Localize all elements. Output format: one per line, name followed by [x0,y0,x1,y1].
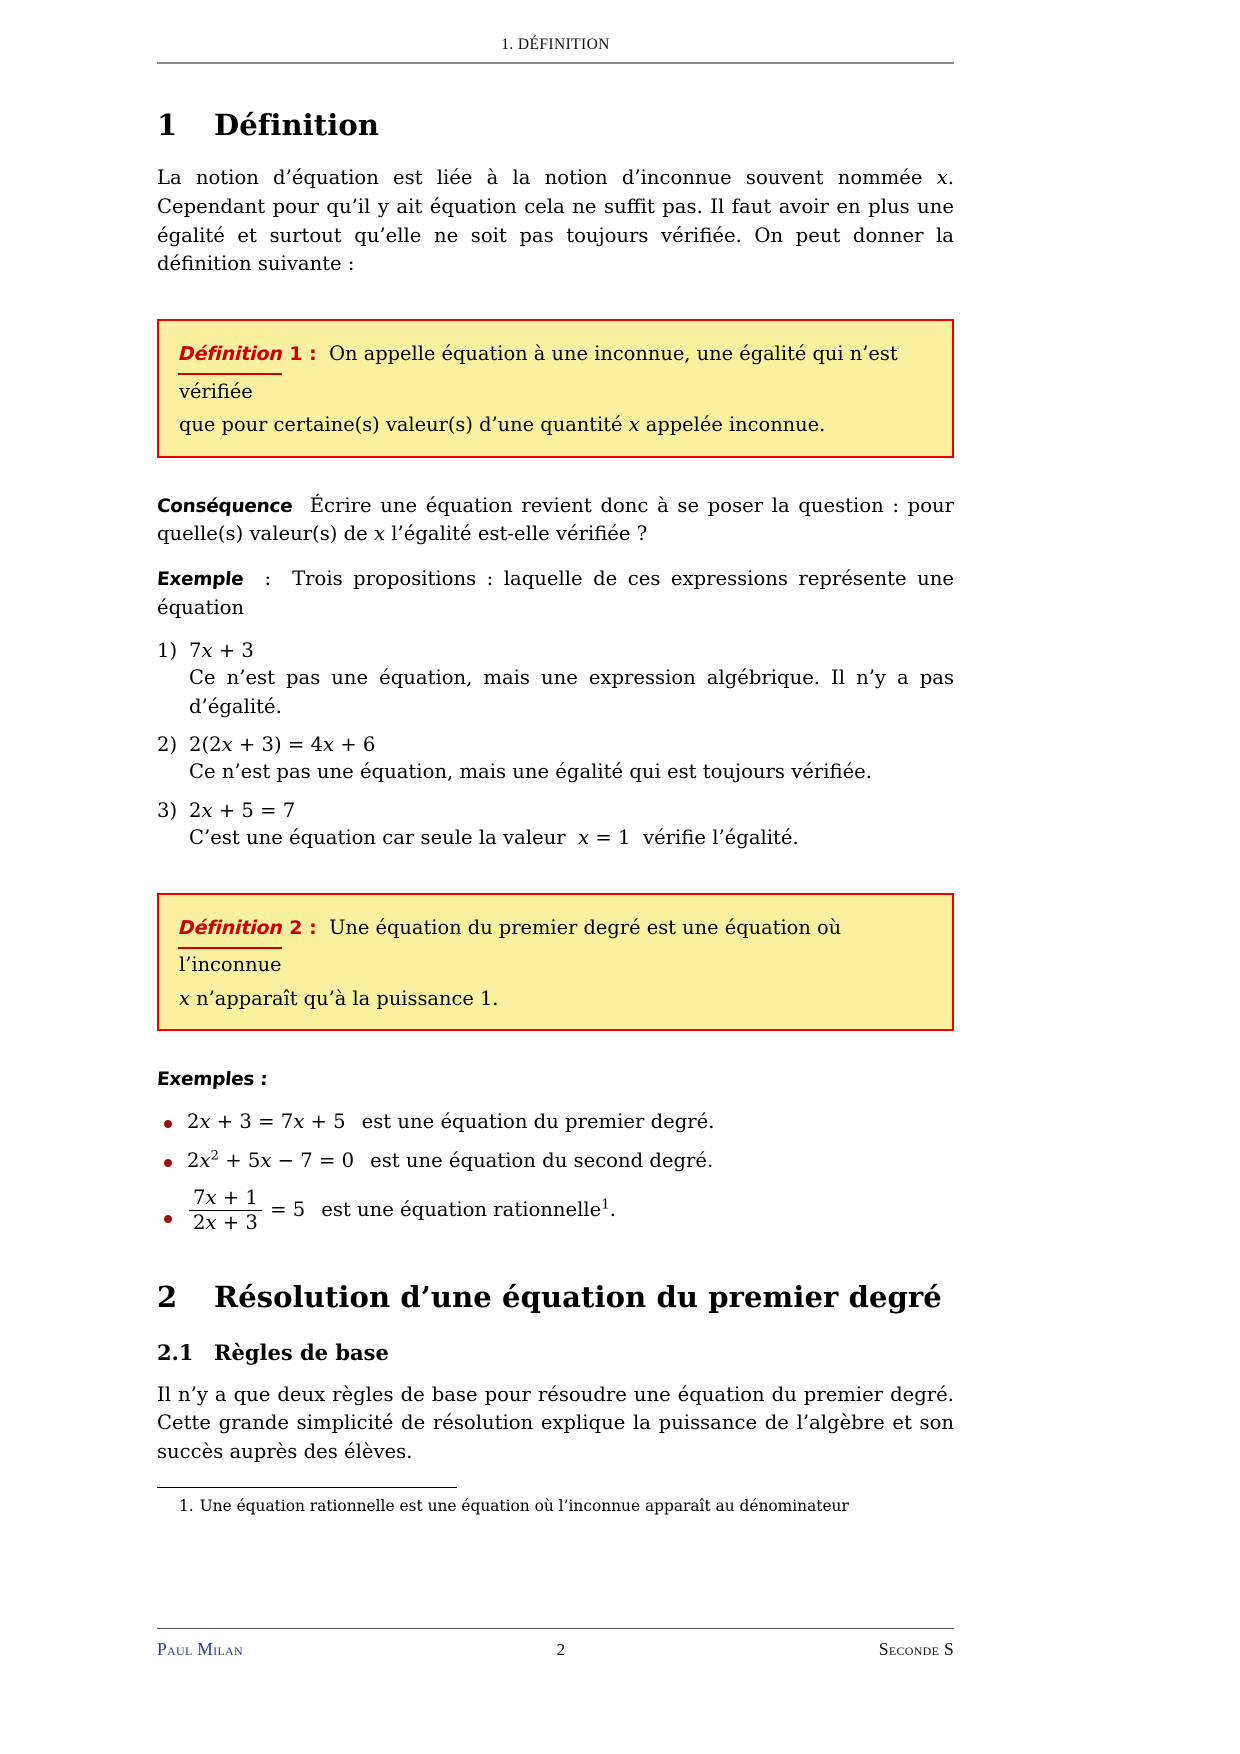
section-1-title: Définition [214,108,380,142]
numbered-item-1-head [157,637,954,664]
bullet-3-fraction [189,1187,262,1234]
definition-1-line-2: que pour certaine(s) valeur(s) d’une quantité x appelée inconnue. [179,413,826,437]
exemple-paragraph [157,565,954,623]
fraction-denominator: 2x + 3 [189,1210,262,1234]
bullet-1-text: est une équation du premier degré. [361,1109,715,1133]
definition-box-2 [157,893,954,1031]
numbered-item-1-marker: 1) [157,638,178,662]
section-2-heading [157,1280,954,1314]
numbered-item-2-explanation: Ce n’est pas une équation, mais une égalité qui est toujours vérifiée. [189,760,872,784]
list-item [157,797,954,853]
bullet-2-text: est une équation du second degré. [370,1149,714,1173]
example-numbered-list [157,637,954,853]
consequence-label: Conséquence [156,495,294,517]
page-content [157,36,954,1517]
numbered-item-3-explanation [189,824,954,852]
exemple-label: Exemple [156,569,245,591]
inline-var-x: x [936,166,948,189]
running-head: 1. DÉFINITION [501,36,610,53]
bullet-dot-icon [164,1215,172,1223]
bullet-2-expression: $2x^2 + 5x - 7 = 0$ [187,1148,355,1173]
numbered-item-1-expression: 7x + 3 [189,638,254,662]
exemples-heading [157,1065,954,1094]
numbered-item-2-expression: 2(2x + 3) = 4x + 6 [189,733,376,757]
section-1-heading [157,108,954,142]
section-2-number: 2 [157,1279,178,1314]
bullet-3-text: est une équation rationnelle [321,1197,602,1221]
bullet-3-equals: = 5 [270,1197,306,1221]
footer-class: Seconde S [878,1639,954,1659]
footnote-marker-1[interactable]: 1 [601,1197,610,1213]
bullet-3-text-end: . [609,1197,616,1221]
definition-1-number: 1 [289,343,303,366]
exemples-bullet-list [157,1108,954,1234]
consequence-var-x: x [374,522,386,546]
exemple-colon: : [264,567,272,591]
subsection-2-1-number: 2.1 [157,1339,194,1365]
numbered-item-1-explanation: Ce n’est pas une équation, mais une expression algébrique. Il n’y a pas d’égalité. [189,666,954,718]
subsection-2-1-heading [157,1340,954,1365]
definition-1-label: Définition [178,338,284,375]
numbered-item-3-marker: 3) [157,798,178,822]
bullet-dot-icon [164,1120,172,1128]
list-item [157,731,954,787]
list-item [157,1187,954,1234]
numbered-item-2-head [157,731,954,758]
section-1-intro: La notion d’équation est liée à la notion d’inconnue souvent nommée x. Cependant pour qu’il y ait équation cela ne suffit pas. Il faut avoir en plus une égalité et surtout qu’elle ne soit pas toujours vérifiée. On peut donner la définition suivante : [157,166,954,276]
footer-page-number: 2 [556,1640,566,1659]
numbered-item-3-explanation-after: vérifie l’égalité. [643,826,799,850]
subsection-2-1-title: Règles de base [214,1339,389,1365]
definition-1-colon: : [309,343,317,366]
definition-2-line-2: x n’apparaît qu’à la puissance 1. [179,986,499,1010]
consequence-paragraph: Conséquence Écrire une équation revient donc à se poser la question : pour quelle(s) valeur(s) de x l’égalité est-elle vérifiée ? [156,493,954,546]
numbered-item-3-expression: 2x + 5 = 7 [189,798,296,822]
numbered-item-3-head [157,797,954,824]
exemples-label: Exemples : [156,1069,269,1091]
bullet-dot-icon [164,1159,172,1167]
definition-box-1 [157,319,954,457]
section-2-title: Résolution d’une équation du premier degré [214,1279,942,1314]
footer-author[interactable]: Paul Milan [157,1639,243,1659]
section-1-number: 1 [157,108,178,142]
definition-2-text-line-1: Une équation du premier degré est une équation où l’inconnue [179,915,842,977]
definition-1-line-1 [179,337,932,408]
definition-2-var-x: x [179,986,190,1010]
list-item [157,637,954,721]
definition-2-line-1 [179,911,932,982]
footnote-rule [157,1487,457,1488]
fraction-numerator: 7x + 1 [193,1185,258,1209]
bullet-1-expression: 2x + 3 = 7x + 5 [187,1109,346,1133]
exemple-text: Trois propositions : laquelle de ces expressions représente une équation [157,567,954,619]
footnote-1-text: Une équation rationnelle est une équation où l’inconnue apparaît au dénominateur [199,1497,849,1516]
list-item [157,1147,954,1174]
footnote-1 [157,1496,954,1517]
subsection-2-1-text: Il n’y a que deux règles de base pour résoudre une équation du premier degré. Cette grande simplicité de résolution explique la puissance de l’algèbre et son succès auprès des élèves. [157,1382,954,1464]
running-head-rule [157,62,954,64]
definition-2-number: 2 [289,916,303,939]
numbered-item-3-explanation-before: C’est une équation car seule la valeur [189,826,566,850]
page-footer [157,1628,954,1660]
definition-1-var-x: x [628,413,640,437]
footnote-1-number: 1. [179,1497,194,1516]
list-item [157,1108,954,1135]
definition-2-label: Définition [178,912,284,949]
definition-2-colon: : [309,916,317,939]
numbered-item-3-explanation-math: x = 1 [578,826,631,850]
definition-1-text-line-1: On appelle équation à une inconnue, une égalité qui n’est vérifiée [179,342,898,403]
numbered-item-2-marker: 2) [157,733,178,757]
